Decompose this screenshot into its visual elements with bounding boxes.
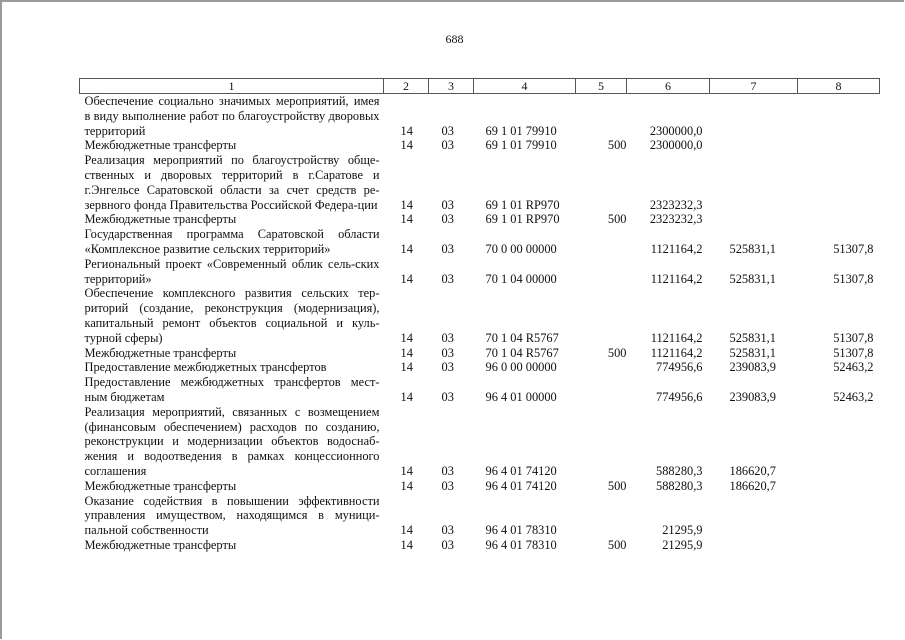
row-description: Межбюджетные трансферты [84,212,237,227]
column-header-6: 6 [627,79,710,94]
amount-col-6: 774956,6 [656,360,703,375]
expense-type-code [576,227,627,257]
target-article-code: 96 4 01 78310 [485,523,557,538]
section-code: 14 [400,345,413,360]
section-code: 14 [400,463,413,478]
section-code: 14 [400,330,413,345]
column-header-4: 4 [474,79,576,94]
expense-type-code: 500 [607,345,627,360]
row-description: Оказание содействия в повышении эффективности управления имуществом, находящимся в муници-пальной собственности [84,493,380,538]
expense-type-code [576,286,627,345]
table-body [80,94,880,553]
amount-col-6: 774956,6 [656,389,703,404]
section-code: 14 [400,523,413,538]
amount-col-7 [710,212,798,227]
table-row [80,479,880,494]
amount-col-6: 588280,3 [656,478,703,493]
expense-type-code: 500 [607,478,627,493]
amount-col-8 [798,153,880,212]
expense-type-code [576,494,627,538]
target-article-code: 96 4 01 74120 [485,463,557,478]
column-header-3: 3 [429,79,474,94]
amount-col-8 [798,494,880,538]
column-header-5: 5 [576,79,627,94]
amount-col-7: 525831,1 [729,271,776,286]
table-row [80,257,880,287]
amount-col-7: 239083,9 [729,389,776,404]
page-number: 688 [445,32,464,46]
amount-col-8 [798,212,880,227]
subsection-code: 03 [441,123,454,138]
amount-col-8 [798,479,880,494]
expense-type-code: 500 [607,537,627,552]
amount-col-6: 2300000,0 [649,123,703,138]
column-header-1: 1 [80,79,384,94]
amount-col-7 [710,153,798,212]
row-description: Государственная программа Саратовской области «Комплексное развитие сельских территорий» [84,227,380,256]
target-article-code: 70 1 04 00000 [485,271,557,286]
subsection-code: 03 [441,389,454,404]
row-description: Предоставление межбюджетных трансфертов [84,360,327,375]
amount-col-8: 51307,8 [833,330,874,345]
amount-col-6: 1121164,2 [650,330,703,345]
expense-type-code: 500 [607,138,627,153]
amount-col-7 [710,138,798,153]
table-row [80,286,880,345]
subsection-code: 03 [441,138,454,153]
amount-col-7: 186620,7 [729,463,776,478]
table-row [80,94,880,139]
expense-type-code [576,94,627,139]
subsection-code: 03 [441,197,454,212]
expense-type-code [576,375,627,405]
target-article-code: 69 1 01 79910 [485,138,557,153]
section-code: 14 [400,123,413,138]
table-row [80,227,880,257]
column-header-7: 7 [710,79,798,94]
subsection-code: 03 [441,360,454,375]
section-code: 14 [400,241,413,256]
subsection-code: 03 [441,463,454,478]
target-article-code: 69 1 01 RP970 [485,212,560,227]
section-code: 14 [400,138,413,153]
table-row [80,375,880,405]
subsection-code: 03 [441,241,454,256]
amount-col-6: 21295,9 [662,523,703,538]
target-article-code: 96 4 01 00000 [485,389,557,404]
amount-col-8: 51307,8 [833,241,874,256]
table-row [80,360,880,375]
row-description: Межбюджетные трансферты [84,345,237,360]
subsection-code: 03 [441,523,454,538]
amount-col-8 [798,405,880,479]
column-header-8: 8 [798,79,880,94]
row-description: Реализация мероприятий по благоустройству обще-ственных и дворовых территорий в г.Саратове и г.Энгельсе Саратовской области за счет средств ре-зервного фонда Правительства Российской Федера-ции [84,153,380,212]
section-code: 14 [400,537,413,552]
section-code: 14 [400,197,413,212]
expense-type-code: 500 [607,212,627,227]
amount-col-7 [710,538,798,553]
amount-col-6: 2323232,3 [649,212,703,227]
amount-col-6: 21295,9 [662,537,703,552]
header-row [80,79,880,94]
row-description: Обеспечение комплексного развития сельских тер-риторий (создание, реконструкция (модернизация), капитальный ремонт объектов социальной и куль-турной сферы) [84,286,380,345]
row-description: Предоставление межбюджетных трансфертов мест-ным бюджетам [84,375,380,404]
row-description: Региональный проект «Современный облик сель-ских территорий» [84,256,380,286]
amount-col-7 [710,94,798,139]
subsection-code: 03 [441,212,454,227]
table-row [80,138,880,153]
amount-col-6: 2323232,3 [649,197,703,212]
row-description: Межбюджетные трансферты [84,537,237,552]
row-description: Обеспечение социально значимых мероприятий, имея в виду выполнение работ по благоустройству дворовых территорий [84,94,380,138]
expense-type-code [576,153,627,212]
row-description: Межбюджетные трансферты [84,478,237,493]
subsection-code: 03 [441,271,454,286]
amount-col-8: 52463,2 [833,360,874,375]
target-article-code: 70 0 00 00000 [485,241,557,256]
amount-col-7: 525831,1 [729,241,776,256]
amount-col-7: 525831,1 [729,345,776,360]
target-article-code: 69 1 01 RP970 [485,197,560,212]
table-row [80,405,880,479]
table-row [80,494,880,538]
section-code: 14 [400,360,413,375]
budget-table [79,78,880,553]
amount-col-8 [798,94,880,139]
expense-type-code [576,405,627,479]
amount-col-8 [798,138,880,153]
section-code: 14 [400,271,413,286]
target-article-code: 70 1 04 R5767 [485,330,559,345]
subsection-code: 03 [441,345,454,360]
amount-col-8: 51307,8 [833,271,874,286]
target-article-code: 69 1 01 79910 [485,123,557,138]
row-description: Межбюджетные трансферты [84,138,237,153]
column-header-2: 2 [384,79,429,94]
target-article-code: 96 0 00 00000 [485,360,557,375]
subsection-code: 03 [441,537,454,552]
expense-type-code [576,257,627,287]
amount-col-7 [710,494,798,538]
amount-col-6: 588280,3 [656,463,703,478]
amount-col-6: 1121164,2 [650,271,703,286]
expense-type-code [576,360,627,375]
amount-col-6: 1121164,2 [650,345,703,360]
section-code: 14 [400,212,413,227]
subsection-code: 03 [441,478,454,493]
section-code: 14 [400,389,413,404]
table-row [80,212,880,227]
table-row [80,346,880,361]
amount-col-8: 52463,2 [833,389,874,404]
section-code: 14 [400,478,413,493]
row-description: Реализация мероприятий, связанных с возмещением (финансовым обеспечением) расходов по созданию, реконструкции и модернизации объектов водоснаб-жения и водоотведения в рамках концессионного соглашения [84,404,380,478]
table-row [80,153,880,212]
amount-col-7: 239083,9 [729,360,776,375]
target-article-code: 96 4 01 74120 [485,478,557,493]
amount-col-6: 1121164,2 [650,241,703,256]
target-article-code: 70 1 04 R5767 [485,345,559,360]
table-row [80,538,880,553]
target-article-code: 96 4 01 78310 [485,537,557,552]
subsection-code: 03 [441,330,454,345]
amount-col-6: 2300000,0 [649,138,703,153]
amount-col-8: 51307,8 [833,345,874,360]
amount-col-7: 186620,7 [729,478,776,493]
amount-col-7: 525831,1 [729,330,776,345]
amount-col-8 [798,538,880,553]
